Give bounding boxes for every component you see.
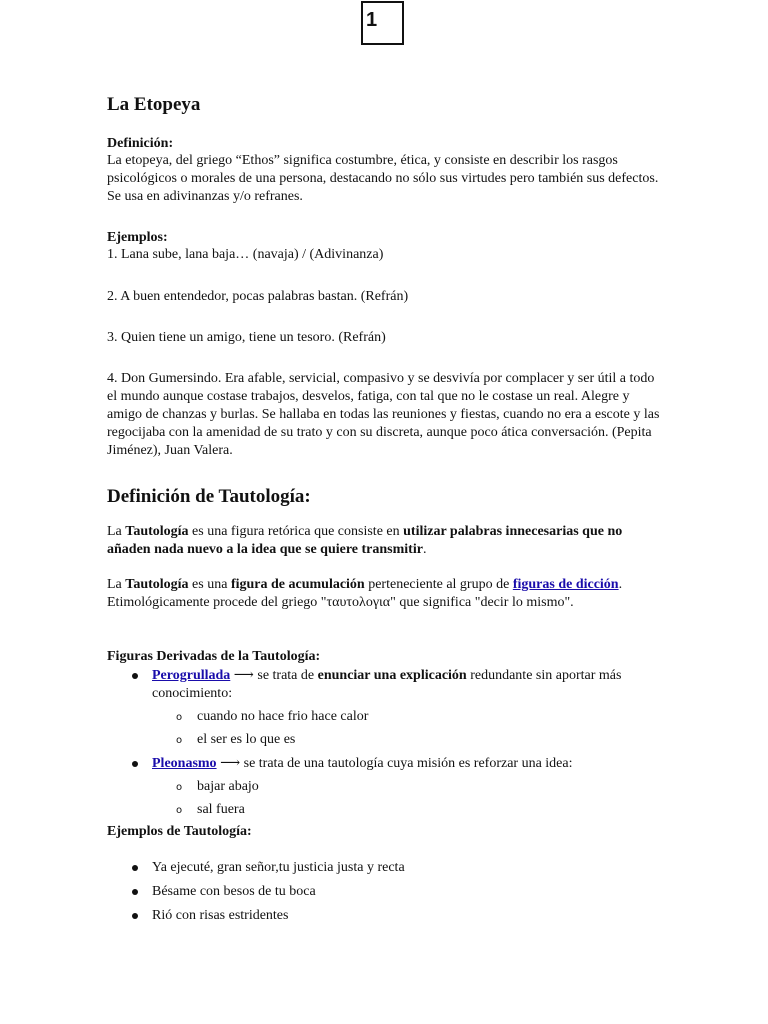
- tautologia-examples-list: [107, 859, 667, 925]
- bullet-icon: [132, 673, 138, 679]
- perogrullada-examples: [152, 708, 667, 749]
- sub-list-item: o sal fuera: [176, 802, 245, 817]
- derived-figures-list: [107, 667, 667, 819]
- examples-label: Ejemplos:: [107, 230, 168, 245]
- page-number-box: [361, 1, 404, 45]
- bullet-icon: [132, 761, 138, 767]
- example-2: 2. A buen entendedor, pocas palabras bastan. (Refrán): [107, 289, 409, 304]
- example-3: 3. Quien tiene un amigo, tiene un tesoro. (Refrán): [107, 330, 386, 345]
- sub-list-item: o el ser es lo que es: [176, 732, 296, 747]
- pleonasmo-examples: [152, 778, 667, 819]
- heading-tautologia: Definición de Tautología:: [107, 486, 311, 507]
- page-number: 1: [366, 9, 378, 31]
- perogrullada-link[interactable]: Perogrullada: [152, 668, 231, 683]
- circle-bullet-icon: o: [176, 782, 183, 793]
- derived-item-pleonasmo: Pleonasmo ⟶ se trata de una tautología cuya misión es reforzar una idea: o bajar abajo o sal fuera: [107, 755, 667, 819]
- definition-text: La etopeya, del griego “Ethos” significa costumbre, ética, y consiste en describir los rasgos psicológicos o morales de una persona, destacando no sólo sus virtudes pero también sus defectos. Se usa en adivinanzas y/o refranes.: [107, 153, 659, 204]
- list-item: Bésame con besos de tu boca: [107, 883, 667, 901]
- heading-etopeya: La Etopeya: [107, 94, 201, 115]
- bullet-icon: [132, 865, 138, 871]
- list-item: Ya ejecuté, gran señor,tu justicia justa y recta: [107, 859, 667, 877]
- tautologia-origin-paragraph: La Tautología es una figura de acumulación perteneciente al grupo de figuras de dicción. Etimológicamente procede del griego "ταυτολογια" que significa "decir lo mismo".: [107, 577, 623, 610]
- example-1: 1. Lana sube, lana baja… (navaja) / (Adivinanza): [107, 247, 384, 262]
- bullet-icon: [132, 889, 138, 895]
- definition-label: Definición:: [107, 136, 174, 151]
- list-item: Rió con risas estridentes: [107, 907, 667, 925]
- circle-bullet-icon: o: [176, 712, 183, 723]
- derived-figures-label: Figuras Derivadas de la Tautología:: [107, 649, 321, 664]
- figuras-de-diccion-link[interactable]: figuras de dicción: [512, 577, 619, 592]
- circle-bullet-icon: o: [176, 735, 183, 746]
- pleonasmo-link[interactable]: Pleonasmo: [152, 756, 217, 771]
- sub-list-item: o bajar abajo: [176, 779, 259, 794]
- tautologia-examples-label: Ejemplos de Tautología:: [107, 824, 252, 839]
- derived-item-perogrullada: Perogrullada ⟶ se trata de enunciar una explicación redundante sin aportar más conocimiento: o cuando no hace frio hace calor o el ser es lo que es: [107, 667, 667, 749]
- example-4: 4. Don Gumersindo. Era afable, servicial, compasivo y se desvivía por complacer y ser útil a todo el mundo aunque costase trabajos, desvelos, fatiga, con tal que no le costase un real. Alegre y amigo de chanzas y burlas. Se hallaba en todas las reuniones y fiestas, cuando no era a escote y las regocijaba con la amenidad de su trato y con su discreta, aunque poco ática conversación. (Pepita Jiménez), Juan Valera.: [107, 371, 660, 458]
- tautologia-definition-paragraph: La Tautología es una figura retórica que consiste en utilizar palabras innecesarias que no añaden nada nuevo a la idea que se quiere transmitir.: [107, 524, 623, 557]
- circle-bullet-icon: o: [176, 805, 183, 816]
- bullet-icon: [132, 913, 138, 919]
- sub-list-item: o cuando no hace frio hace calor: [176, 709, 369, 724]
